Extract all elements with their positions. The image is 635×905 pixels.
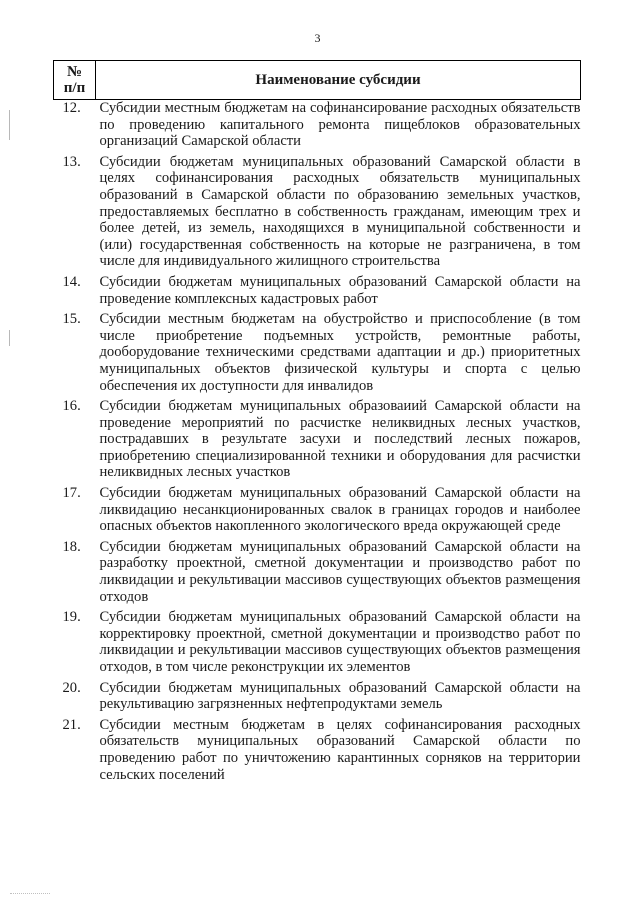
scan-margin-mark	[9, 330, 10, 346]
scan-margin-mark	[9, 110, 10, 140]
row-number: 17.	[62, 485, 81, 502]
subsidy-table	[53, 60, 581, 787]
table-row	[54, 609, 581, 679]
table-row	[54, 680, 581, 717]
subsidy-name: Субсидии местным бюджетам в целях софинансирования расходных обязательств муниципальных образований Самарской области по проведению работ по уничтожению карантинных сорняков на территории сельских поселений	[99, 716, 581, 783]
subsidy-name: Субсидии бюджетам муниципальных образований Самарской области в целях софинансирования расходных обязательств муниципальных образований в Самарской области по образованию земельных участков, предоставляемых бесплатно в собственность гражданам, имеющим трех и более детей, из земель, находящихся в муниципальной собственности и (или) государственная собственность на которые не разграничена, в том числе для индивидуального жилищного строительства	[99, 153, 581, 270]
row-number: 21.	[62, 716, 81, 733]
row-number: 16.	[62, 398, 81, 415]
row-number: 12.	[62, 100, 81, 116]
table-row	[54, 100, 581, 154]
subsidy-name: Субсидии бюджетам муниципальных образований Самарской области на рекультивацию загрязненных нефтепродуктами земель	[99, 679, 581, 713]
row-number: 14.	[62, 273, 81, 290]
table-row	[54, 398, 581, 485]
table-row	[54, 539, 581, 609]
table-row	[54, 154, 581, 274]
subsidy-name: Субсидии местным бюджетам на обустройство и приспособление (в том числе приобретение подъемных устройств, ремонтные работы, дооборудование техническими средствами адаптации и др.) приоритетных муниципальных объектов физической культуры и спорта с целью обеспечения их доступности для инвалидов	[99, 311, 581, 394]
table-header-row	[54, 61, 581, 100]
row-number: 15.	[62, 311, 81, 328]
row-number: 13.	[62, 153, 81, 170]
table-body	[54, 100, 581, 788]
subsidy-name: Субсидии бюджетам муниципальных образоваиий Самарской области на проведение мероприятий по расчистке неликвидных лесных участков, пострадавших в результате засухи и последствий лесных пожаров, приобретению специализированной техники и оборудования для расчистки неликвидных лесных участков	[99, 398, 581, 481]
table-row	[54, 311, 581, 398]
subsidy-name: Субсидии бюджетам муниципальных образований Самарской области на ликвидацию несанкционированных свалок в границах городов и наиболее опасных объектов накопленного экологического вреда окружающей среде	[99, 485, 581, 535]
row-number: 20.	[62, 679, 81, 696]
subsidy-name: Субсидии бюджетам муниципальных образований Самарской области на разработку проектной, сметной документации и производство работ по ликвидации и рекультивации массивов существующих объектов размещения отходов	[99, 538, 581, 605]
header-number: № п/п	[54, 61, 96, 100]
row-number: 18.	[62, 538, 81, 555]
subsidy-name: Субсидии местным бюджетам на софинансирование расходных обязательств по проведению капитального ремонта пищеблоков образовательных организаций Самарской области	[99, 100, 581, 150]
subsidy-name: Субсидии бюджетам муниципальных образований Самарской области на корректировку проектной, сметной документации и производство работ по ликвидации и рекультивации массивов существующих объектов размещения отходов, в том числе реконструкции их элементов	[99, 609, 581, 675]
row-number: 19.	[62, 609, 81, 626]
table-row	[54, 274, 581, 311]
scan-edge-mark	[10, 893, 50, 898]
table-row	[54, 485, 581, 539]
page-number: 3	[314, 31, 321, 45]
header-name: Наименование субсидии	[96, 61, 581, 100]
table-row	[54, 717, 581, 787]
subsidy-name: Субсидии бюджетам муниципальных образований Самарской области на проведение комплексных кадастровых работ	[99, 273, 581, 307]
